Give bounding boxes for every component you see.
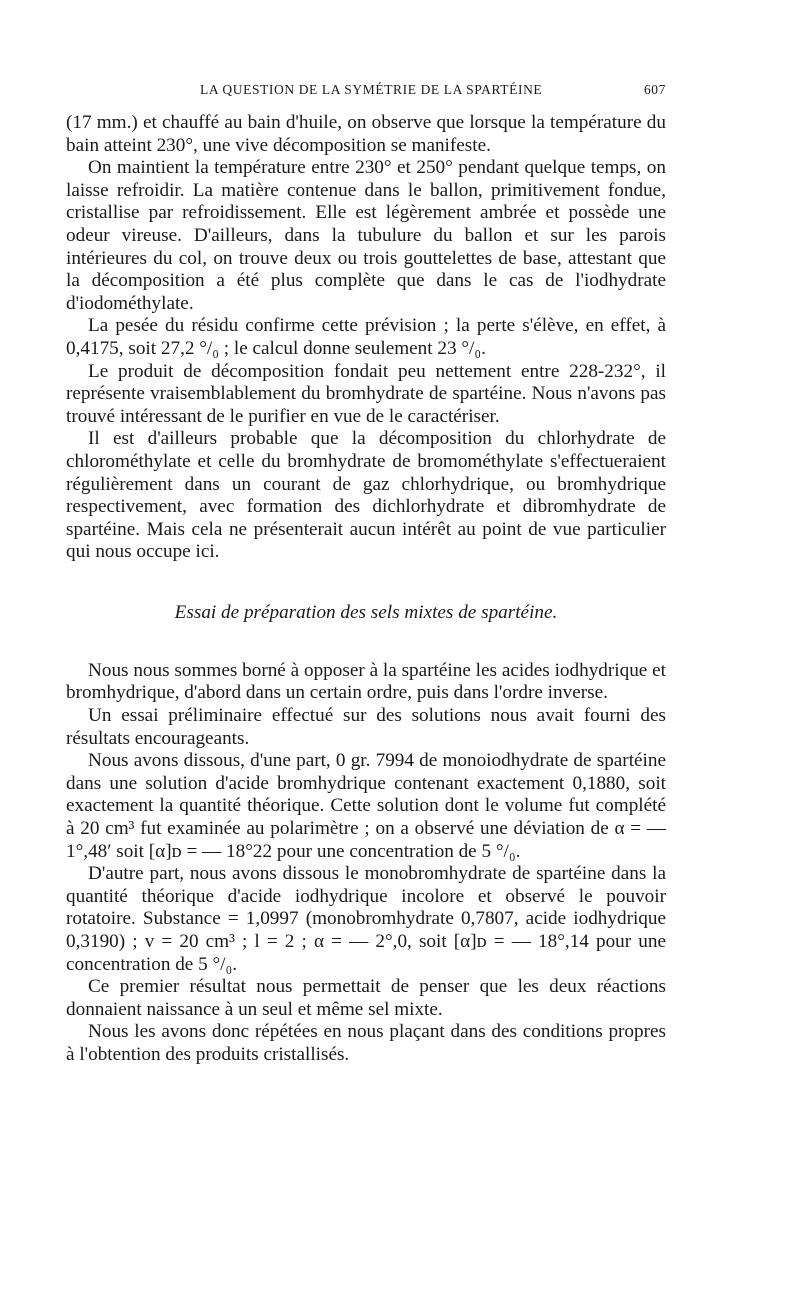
page (66, 82, 666, 1067)
paragraph: Nous avons dissous, d'une part, 0 gr. 7994 de monoiodhydrate de spartéine dans une solution d'acide bromhydrique contenant exactement 0,1880, soit exactement la quantité théorique. Cette solution dont le volume fut complété à 20 cm³ fut examinée au polarimètre ; on a observé une déviation de α = — 1°,48′ soit [α]ᴅ = — 18°22 pour une concentration de 5 °/₀. (66, 750, 666, 862)
paragraph: (17 mm.) et chauffé au bain d'huile, on observe que lorsque la température du bain atteint 230°, une vive décomposition se manifeste. (66, 112, 666, 156)
paragraph: Nous nous sommes borné à opposer à la spartéine les acides iodhydrique et bromhydrique, d'abord dans un certain ordre, puis dans l'ordre inverse. (66, 659, 666, 704)
paragraph: Un essai préliminaire effectué sur des solutions nous avait fourni des résultats encourageants. (66, 705, 666, 749)
page-number: 607 (643, 82, 666, 97)
paragraph: On maintient la température entre 230° et 250° pendant quelque temps, on laisse refroidir. La matière contenue dans le ballon, primitivement fondue, cristallise par refroidissement. Elle est légèrement ambrée et possède une odeur vireuse. D'ailleurs, dans la tubulure du ballon et sur les parois intérieures du col, on trouve deux ou trois gouttelettes de base, attestant que la décomposition a été plus complète que dans le cas de l'iodhydrate d'iodométhylate. (66, 157, 666, 314)
paragraph: Nous les avons donc répétées en nous plaçant dans des conditions propres à l'obtention des produits cristallisés. (66, 1021, 666, 1065)
paragraph: Il est d'ailleurs probable que la décomposition du chlorhydrate de chlorométhylate et celle du bromhydrate de bromométhylate s'effectueraient régulièrement dans un courant de gaz chlorhydrique, ou bromhydrique respectivement, avec formation des dichlorhydrate et dibromhydrate de spartéine. Mais cela ne présenterait aucun intérêt au point de vue particulier qui nous occupe ici. (66, 428, 666, 563)
section-title: Essai de préparation des sels mixtes de spartéine. (174, 601, 558, 623)
paragraph: D'autre part, nous avons dissous le monobromhydrate de spartéine dans la quantité théorique d'acide iodhydrique incolore et observé le pouvoir rotatoire. Substance = 1,0997 (monobromhydrate 0,7807, acide iodhydrique 0,3190) ; v = 20 cm³ ; l = 2 ; α = — 2°,0, soit [α]ᴅ = — 18°,14 pour une concentration de 5 °/₀. (66, 863, 666, 975)
paragraph: La pesée du résidu confirme cette prévision ; la perte s'élève, en effet, à 0,4175, soit 27,2 °/₀ ; le calcul donne seulement 23 °/₀. (66, 315, 666, 359)
running-title: LA QUESTION DE LA SYMÉTRIE DE LA SPARTÉINE (200, 82, 543, 97)
paragraph: Le produit de décomposition fondait peu nettement entre 228-232°, il représente vraisemblablement du bromhydrate de spartéine. Nous n'avons pas trouvé intéressant de le purifier en vue de le caractériser. (66, 360, 666, 427)
running-head (66, 82, 666, 98)
paragraph: Ce premier résultat nous permettait de penser que les deux réactions donnaient naissance à un seul et même sel mixte. (66, 976, 666, 1020)
